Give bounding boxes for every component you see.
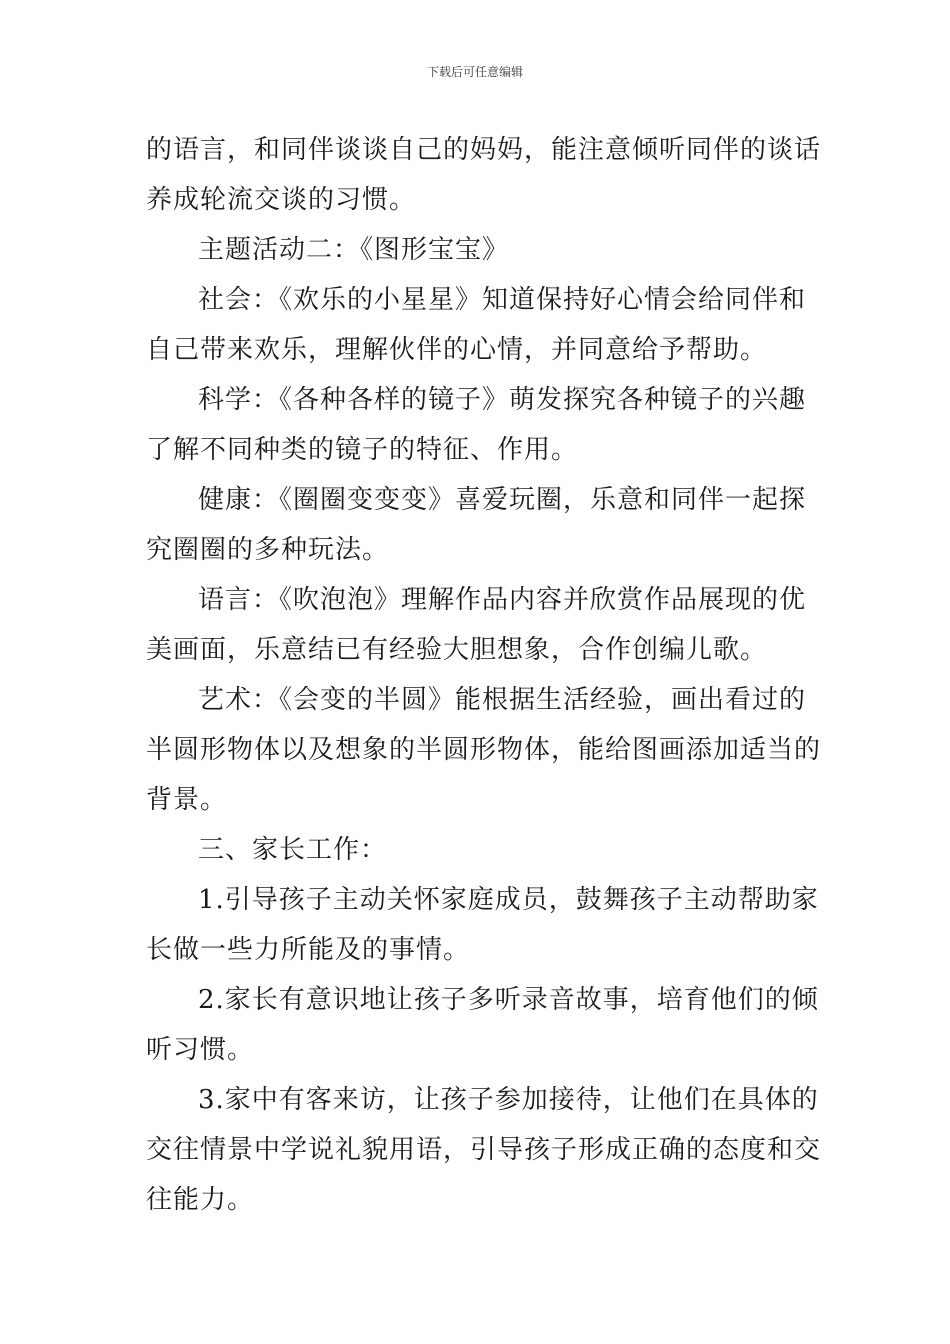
text-line: 究圈圈的多种玩法。 (146, 535, 390, 565)
text-line: 往能力。 (146, 1185, 255, 1215)
text-line: 的语言，和同伴谈谈自己的妈妈，能注意倾听同伴的谈话 (146, 135, 822, 165)
page-header: 下载后可任意编辑 (426, 65, 523, 79)
text-line: 了解不同种类的镜子的特征、作用。 (146, 435, 579, 465)
text-line: 自己带来欢乐，理解伙伴的心情，并同意给予帮助。 (146, 335, 768, 365)
text-line: 交往情景中学说礼貌用语，引导孩子形成正确的态度和交 (146, 1135, 822, 1165)
text-line: 背景。 (146, 785, 228, 815)
text-line: 科学：《各种各样的镜子》萌发探究各种镜子的兴趣 (198, 385, 807, 415)
text-line: 长做一些力所能及的事情。 (146, 935, 471, 965)
text-line: 社会：《欢乐的小星星》知道保持好心情会给同伴和 (198, 285, 807, 315)
text-line: 半圆形物体以及想象的半圆形物体，能给图画添加适当的 (146, 735, 822, 765)
list-item: 3.家中有客来访，让孩子参加接待，让他们在具体的 (198, 1085, 819, 1115)
section-heading: 三、家长工作： (198, 835, 388, 865)
text-line: 听习惯。 (146, 1035, 255, 1065)
text-line: 美画面，乐意结已有经验大胆想象，合作创编儿歌。 (146, 635, 768, 665)
document-body (146, 125, 822, 1225)
text-line: 艺术：《会变的半圆》能根据生活经验，画出看过的 (198, 685, 807, 715)
text-line: 健康：《圈圈变变变》喜爱玩圈，乐意和同伴一起探 (198, 485, 807, 515)
text-line: 语言：《吹泡泡》理解作品内容并欣赏作品展现的优 (198, 585, 807, 615)
list-item: 2.家长有意识地让孩子多听录音故事，培育他们的倾 (198, 985, 819, 1015)
list-item: 1.引导孩子主动关怀家庭成员，鼓舞孩子主动帮助家 (198, 885, 819, 915)
text-line: 养成轮流交谈的习惯。 (146, 185, 417, 215)
section-heading: 主题活动二：《图形宝宝》 (198, 235, 510, 265)
